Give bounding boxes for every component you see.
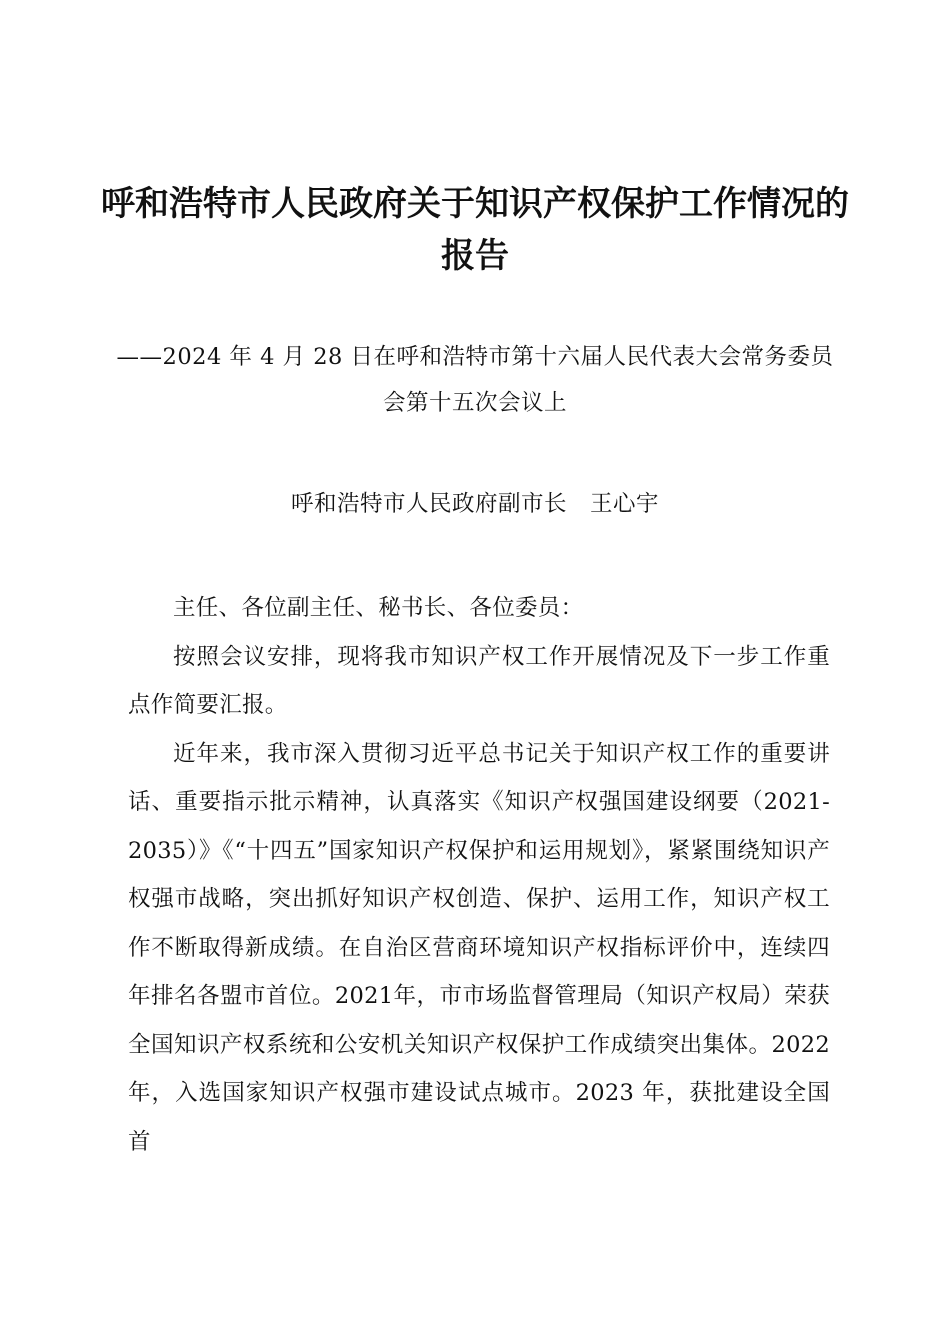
speaker-line: 呼和浩特市人民政府副市长 王心宇 — [290, 491, 659, 517]
document-subtitle: ——2024 年 4 月 28 日在呼和浩特市第十六届人民代表大会常务委员会第十五次会议上 — [116, 344, 834, 416]
salutation: 主任、各位副主任、秘书长、各位委员： — [173, 595, 584, 621]
body-paragraph: 按照会议安排，现将我市知识产权工作开展情况及下一步工作重点作简要汇报。 — [128, 643, 830, 718]
body-paragraph: 近年来，我市深入贯彻习近平总书记关于知识产权工作的重要讲话、重要指示批示精神，认真落实《知识产权强国建设纲要（2021-2035）》《“十四五”国家知识产权保护和运用规划》，紧紧围绕知识产权强市战略，突出抓好知识产权创造、保护、运用工作，知识产权工作不断取得新成绩。在自治区营商环境知识产权指标评价中，连续四年排名各盟市首位。2021年，市市场监督管理局（知识产权局）荣获全国知识产权系统和公安机关知识产权保护工作成绩突出集体。2022 年，入选国家知识产权强市建设试点城市。2023 年，获批建设全国首 — [128, 740, 830, 1155]
document-body — [128, 584, 830, 1166]
document-title: 呼和浩特市人民政府关于知识产权保护工作情况的报告 — [101, 184, 849, 276]
